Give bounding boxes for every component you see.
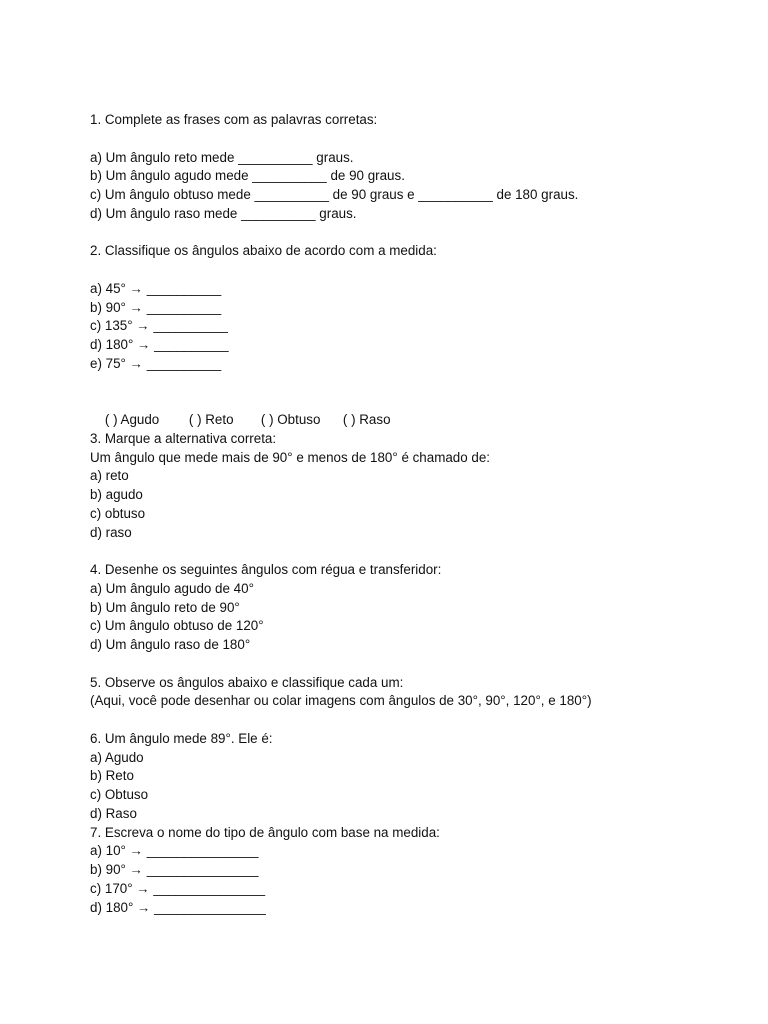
q3-question: Um ângulo que mede mais de 90° e menos de 180° é chamado de:: [90, 449, 491, 465]
q4-heading: 4. Desenhe os seguintes ângulos com régua e transferidor:: [90, 562, 442, 577]
q5-heading: 5. Observe os ângulos abaixo e classifique cada um:: [90, 674, 404, 690]
q7-item-a: a) 10° → _______________: [90, 843, 259, 859]
q3-heading: 3. Marque a alternativa correta:: [90, 430, 277, 446]
spacer: [90, 261, 730, 280]
q3-item-c: c) obtuso: [90, 505, 146, 521]
q6-item-b: b) Reto: [90, 768, 134, 784]
q2-heading: 2. Classifique os ângulos abaixo de acordo com a medida:: [90, 243, 437, 259]
q2-option-reto: ( ) Reto: [188, 412, 234, 427]
q4-item-a: a) Um ângulo agudo de 40°: [90, 580, 254, 596]
q4-item-d: d) Um ângulo raso de 180°: [90, 637, 251, 652]
q2-item-e: e) 75° → __________: [90, 355, 222, 371]
q2-option-agudo: ( ) Agudo: [104, 412, 160, 427]
q7-heading: 7. Escreva o nome do tipo de ângulo com base na medida:: [90, 824, 440, 840]
q1-item-d: d) Um ângulo raso mede __________ graus.: [90, 205, 357, 221]
q3-item-b: b) agudo: [90, 487, 143, 502]
q7-item-b: b) 90° → _______________: [90, 862, 259, 877]
q2-item-d: d) 180° → __________: [90, 337, 229, 352]
q1-item-b: b) Um ângulo agudo mede __________ de 90 graus.: [90, 168, 405, 184]
q4-item-b: b) Um ângulo reto de 90°: [90, 599, 240, 615]
spacer: [90, 711, 730, 730]
spacer: [90, 374, 730, 393]
q2-options: [90, 392, 730, 427]
q2-item-a: a) 45° → __________: [90, 280, 222, 296]
q1-item-c: c) Um ângulo obtuso mede __________ de 90 graus e __________ de 180 graus.: [90, 187, 579, 202]
worksheet-page: [90, 111, 730, 917]
q2-item-c: c) 135° → __________: [90, 318, 228, 334]
q3-item-d: d) raso: [90, 524, 132, 540]
q1-heading: 1. Complete as frases com as palavras corretas:: [90, 112, 378, 127]
q7-item-c: c) 170° → _______________: [90, 880, 266, 896]
q2-option-obtuso: ( ) Obtuso: [260, 412, 321, 427]
q6-heading: 6. Um ângulo mede 89°. Ele é:: [90, 730, 273, 746]
q6-item-a: a) Agudo: [90, 749, 144, 765]
q2-item-b: b) 90° → __________: [90, 299, 222, 315]
spacer: [90, 224, 730, 243]
q3-item-a: a) reto: [90, 468, 129, 484]
q2-option-raso: ( ) Raso: [342, 412, 391, 427]
spacer: [90, 542, 730, 561]
spacer: [90, 655, 730, 674]
q6-item-c: c) Obtuso: [90, 787, 149, 802]
q6-item-d: d) Raso: [90, 805, 137, 821]
spacer: [90, 130, 730, 149]
q4-item-c: c) Um ângulo obtuso de 120°: [90, 618, 264, 634]
q7-item-d: d) 180° → _______________: [90, 899, 266, 915]
q5-note: (Aqui, você pode desenhar ou colar imagens com ângulos de 30°, 90°, 120°, e 180°): [90, 693, 592, 709]
q1-item-a: a) Um ângulo reto mede __________ graus.: [90, 149, 354, 165]
